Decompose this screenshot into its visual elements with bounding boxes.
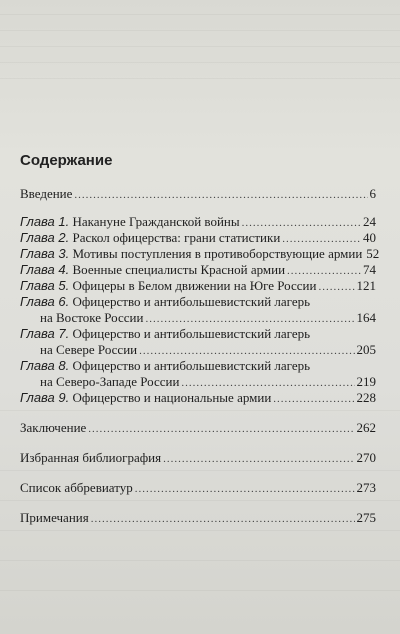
toc-entry-chapter-8	[20, 358, 376, 390]
toc-page-number: 121	[356, 278, 376, 293]
dot-leader	[139, 343, 354, 359]
dot-leader	[88, 421, 354, 437]
dot-leader	[163, 451, 354, 467]
toc-page-number: 262	[356, 420, 376, 435]
chapter-title-continued: на Северо-Западе России	[40, 374, 180, 389]
toc-page-number: 228	[356, 390, 376, 405]
toc-page-number: 52	[366, 246, 380, 261]
toc-entry-label: Примечания	[20, 510, 89, 525]
dot-leader	[242, 215, 361, 231]
toc-page-number: 275	[356, 510, 376, 525]
page-title: Содержание	[20, 152, 113, 169]
chapter-title: Накануне Гражданской войны	[72, 214, 240, 229]
dot-leader	[273, 391, 354, 407]
toc-entry-chapter-2	[20, 230, 376, 246]
chapter-label: Глава 2.	[20, 230, 70, 245]
dot-leader	[318, 279, 354, 295]
chapter-title: Военные специалисты Красной армии	[72, 262, 286, 277]
chapter-label: Глава 3.	[20, 246, 70, 261]
chapter-label: Глава 7.	[20, 326, 70, 341]
dot-leader	[287, 263, 361, 279]
toc-page-number: 164	[356, 310, 376, 325]
chapter-title: Офицеры в Белом движении на Юге России	[72, 278, 317, 293]
toc-entry-label: Список аббревиатур	[20, 480, 133, 495]
toc-entry-chapter-1	[20, 214, 376, 230]
chapter-label: Глава 6.	[20, 294, 70, 309]
chapter-label: Глава 5.	[20, 278, 70, 293]
chapter-title: Мотивы поступления в противоборствующие армии	[72, 246, 363, 261]
dot-leader	[181, 375, 354, 391]
toc-entry-abbreviations	[20, 480, 376, 496]
toc-page-number: 273	[356, 480, 376, 495]
chapter-title: Офицерство и антибольшевистский лагерь	[72, 294, 311, 309]
chapter-label: Глава 4.	[20, 262, 70, 277]
toc-entry-label: Заключение	[20, 420, 87, 435]
dot-leader	[135, 481, 355, 497]
dot-leader	[91, 511, 355, 527]
toc-entry-introduction	[20, 186, 376, 202]
toc-entry-chapter-9	[20, 390, 376, 406]
toc-entry-label: Избранная библиография	[20, 450, 162, 465]
toc-entry-chapter-7	[20, 326, 376, 358]
toc-entry-conclusion	[20, 420, 376, 436]
dot-leader	[74, 187, 367, 203]
dot-leader	[145, 311, 354, 327]
toc-entry-chapter-6	[20, 294, 376, 326]
toc-page-number: 40	[363, 230, 376, 245]
toc-page-number: 6	[369, 186, 376, 201]
chapter-title: Раскол офицерства: грани статистики	[72, 230, 281, 245]
chapter-label: Глава 1.	[20, 214, 70, 229]
chapter-label: Глава 8.	[20, 358, 70, 373]
toc-entry-chapter-4	[20, 262, 376, 278]
dot-leader	[282, 231, 361, 247]
toc-entry-chapter-3	[20, 246, 380, 262]
toc-page-number: 219	[356, 374, 376, 389]
toc-entry-label: Введение	[20, 186, 73, 201]
toc-page-number: 24	[363, 214, 376, 229]
chapter-title: Офицерство и национальные армии	[72, 390, 272, 405]
chapter-title-continued: на Севере России	[40, 342, 138, 357]
chapter-title: Офицерство и антибольшевистский лагерь	[72, 358, 311, 373]
chapter-title-continued: на Востоке России	[40, 310, 144, 325]
toc-entry-chapter-5	[20, 278, 376, 294]
toc-page-number: 270	[356, 450, 376, 465]
toc-entry-notes	[20, 510, 376, 526]
toc-page-number: 74	[363, 262, 376, 277]
toc-entry-bibliography	[20, 450, 376, 466]
table-of-contents	[20, 186, 380, 526]
chapter-title: Офицерство и антибольшевистский лагерь	[72, 326, 311, 341]
chapter-label: Глава 9.	[20, 390, 70, 405]
toc-page-number: 205	[356, 342, 376, 357]
